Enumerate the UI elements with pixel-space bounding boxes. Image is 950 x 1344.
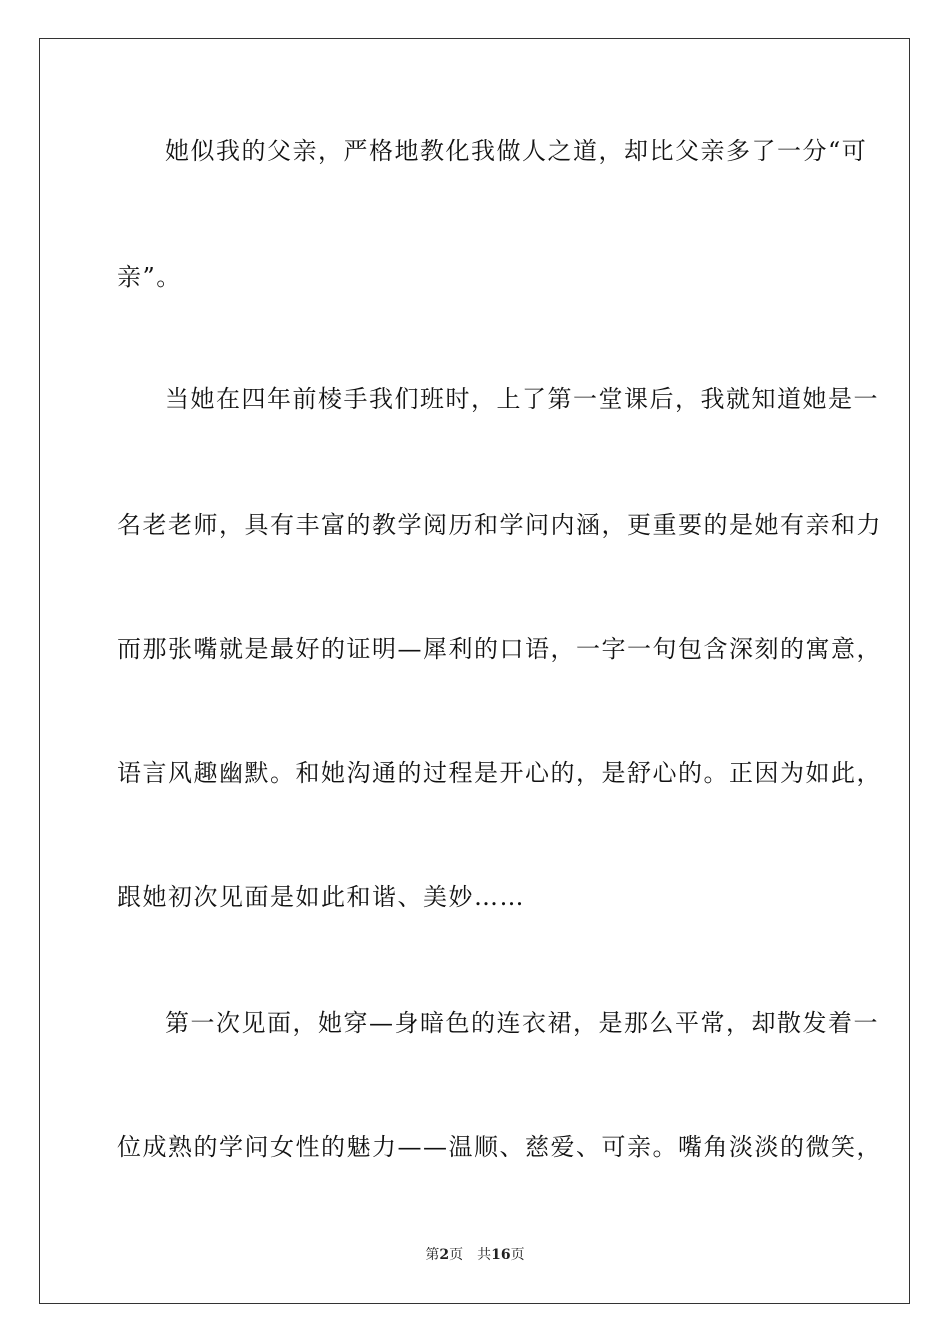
page-number-suffix: 页	[449, 1247, 464, 1263]
paragraph-1-line-2: 亲”。	[117, 263, 182, 291]
paragraph-2-line-3: 而那张嘴就是最好的证明—犀利的口语，一字一句包含深刻的寓意，	[117, 635, 882, 663]
page-total-count: 16	[491, 1247, 511, 1263]
page-footer	[0, 1246, 950, 1264]
paragraph-3-line-1: 第一次见面，她穿—身暗色的连衣裙，是那么平常，却散发着一	[165, 1009, 879, 1037]
paragraph-2-line-2: 名老老师，具有丰富的教学阅历和学问内涵，更重要的是她有亲和力	[117, 511, 882, 539]
page-number-current: 2	[439, 1247, 450, 1263]
page-number-prefix: 第	[425, 1247, 440, 1263]
paragraph-3-line-2: 位成熟的学问女性的魅力——温顺、慈爱、可亲。嘴角淡淡的微笑，	[117, 1133, 882, 1161]
paragraph-2-line-4: 语言风趣幽默。和她沟通的过程是开心的，是舒心的。正因为如此，	[117, 759, 882, 787]
page-total-suffix: 页	[510, 1247, 525, 1263]
paragraph-1-line-1: 她似我的父亲，严格地教化我做人之道，却比父亲多了一分“可	[165, 137, 868, 165]
page-frame	[39, 38, 910, 1304]
page-total-prefix: 共	[477, 1247, 492, 1263]
paragraph-2-line-5: 跟她初次见面是如此和谐、美妙……	[117, 883, 525, 911]
paragraph-2-line-1: 当她在四年前棱手我们班时，上了第一堂课后，我就知道她是一	[165, 385, 879, 413]
